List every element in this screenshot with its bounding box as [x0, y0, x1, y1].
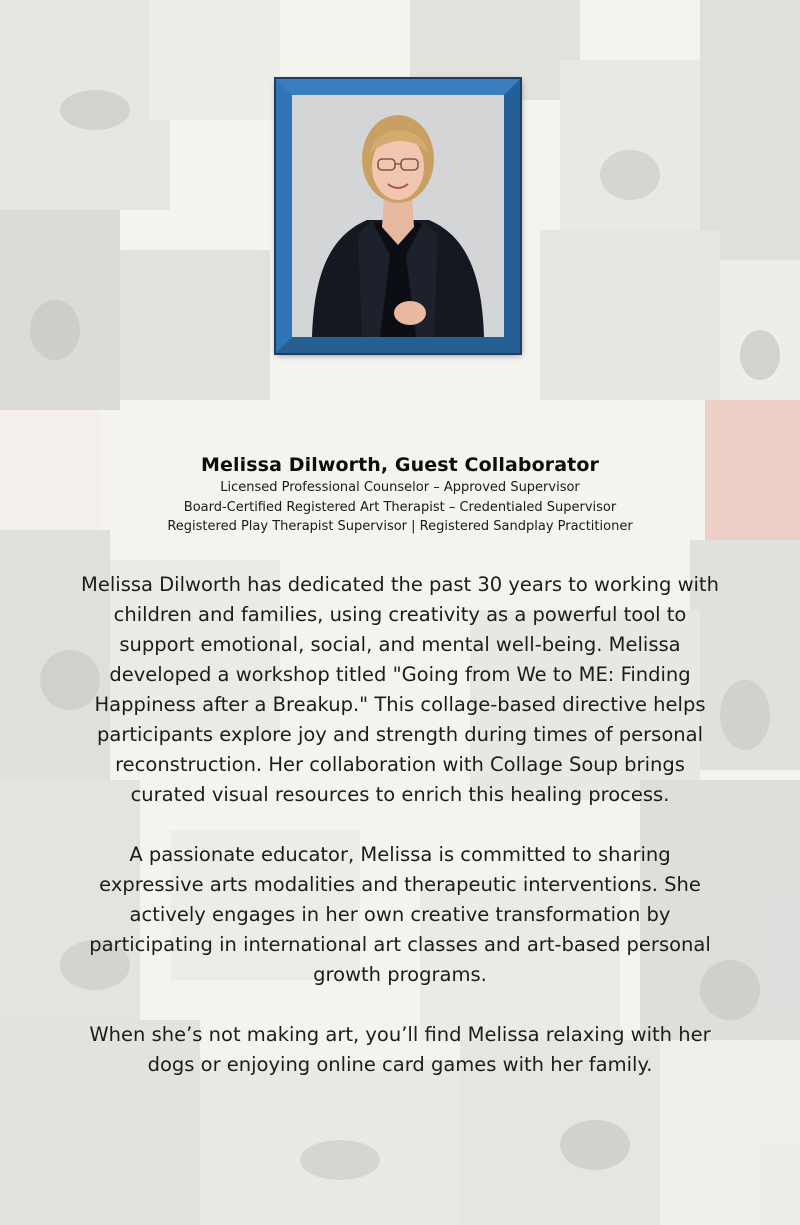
portrait-frame: [276, 79, 520, 353]
bio-paragraph: When she’s not making art, you’ll find Melissa relaxing with her dogs or enjoying online card games with her family.: [89, 1023, 711, 1076]
credential-line: Board-Certified Registered Art Therapist – Credentialed Supervisor: [183, 499, 617, 515]
credential-line: Registered Play Therapist Supervisor | Registered Sandplay Practitioner: [167, 519, 633, 534]
profile-header: [0, 452, 800, 537]
profile-name: Melissa Dilworth, Guest Collaborator: [201, 454, 599, 476]
bio-paragraph: Melissa Dilworth has dedicated the past 30 years to working with children and families, using creativity as a powerful tool to support emotional, social, and mental well-being. Melissa developed a workshop titled "Going from We to ME: Finding Happiness after a Breakup." This collage-based directive helps participants explore joy and strength during times of personal reconstruction. Her collaboration with Collage Soup brings curated visual resources to enrich this healing process.: [81, 573, 719, 806]
credential-line: Licensed Professional Counselor – Approved Supervisor: [220, 480, 580, 495]
bio-text: [80, 570, 720, 1080]
portrait-photo: [292, 95, 504, 337]
bio-paragraph: A passionate educator, Melissa is committed to sharing expressive arts modalities and therapeutic interventions. She actively engages in her own creative transformation by participating in international art classes and art-based personal growth programs.: [89, 843, 711, 986]
